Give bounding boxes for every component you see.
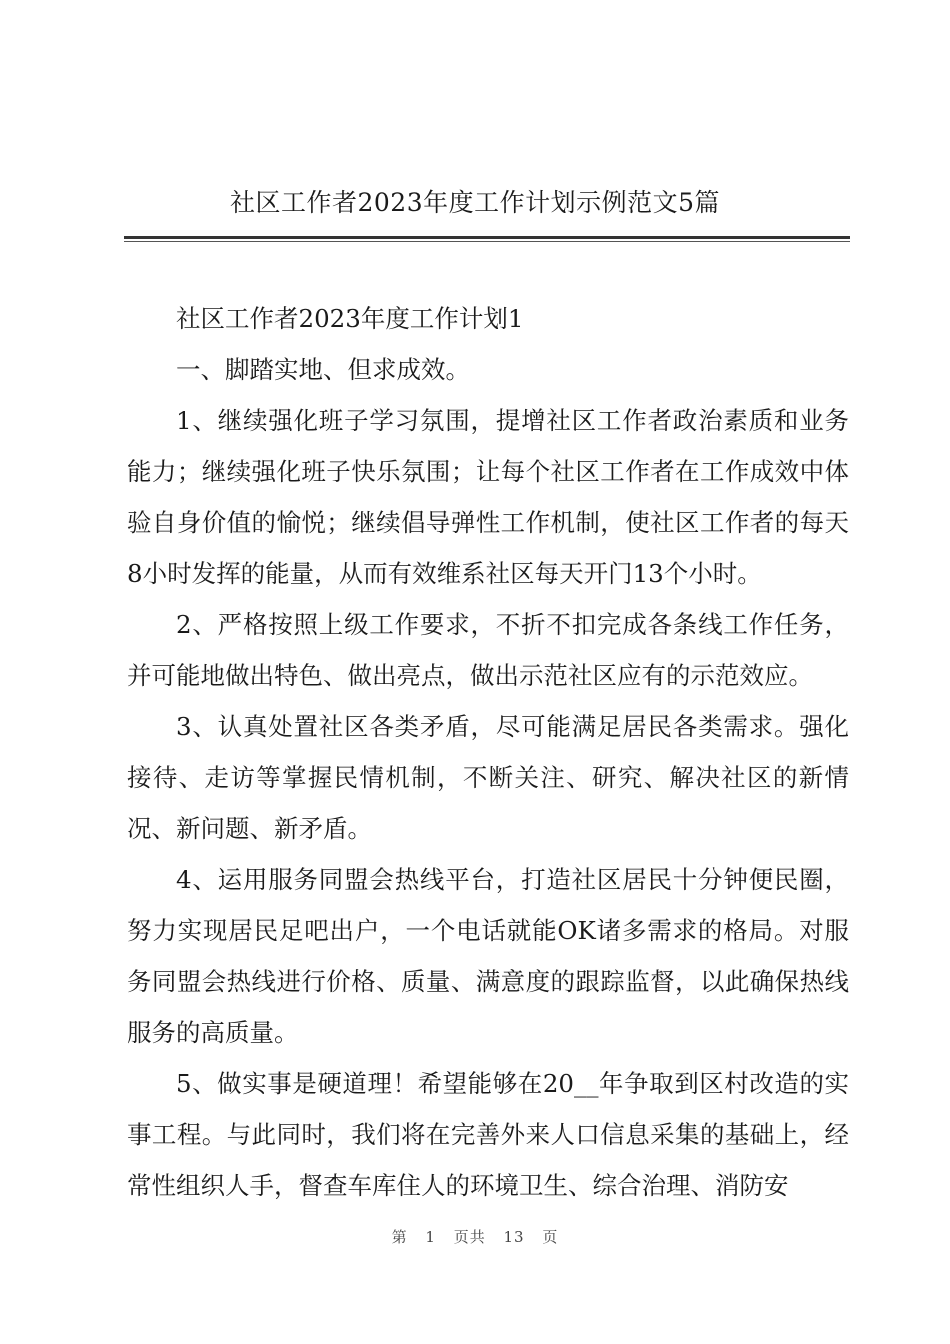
document-title: 社区工作者2023年度工作计划示例范文5篇 (229, 188, 721, 217)
document-body (127, 293, 849, 1211)
page-footer (0, 1226, 950, 1248)
footer-label-total: 页共 (453, 1228, 486, 1246)
paragraph: 2、严格按照上级工作要求，不折不扣完成各条线工作任务，并可能地做出特色、做出亮点，做出示范社区应有的示范效应。 (127, 610, 849, 690)
paragraph: 4、运用服务同盟会热线平台，打造社区居民十分钟便民圈，努力实现居民足吧出户，一个电话就能OK诸多需求的格局。对服务同盟会热线进行价格、质量、满意度的跟踪监督，以此确保热线服务的高质量。 (127, 865, 849, 1047)
title-divider-thin (124, 241, 850, 242)
paragraph: 3、认真处置社区各类矛盾，尽可能满足居民各类需求。强化接待、走访等掌握民情机制，不断关注、研究、解决社区的新情况、新问题、新矛盾。 (127, 712, 849, 843)
paragraph: 1、继续强化班子学习氛围，提增社区工作者政治素质和业务能力；继续强化班子快乐氛围；让每个社区工作者在工作成效中体验自身价值的愉悦；继续倡导弹性工作机制，使社区工作者的每天8小时发挥的能量，从而有效维系社区每天开门13个小时。 (127, 406, 849, 588)
footer-label-page: 第 (391, 1228, 408, 1246)
total-pages-number: 13 (503, 1228, 525, 1246)
title-divider (124, 236, 850, 239)
subsection-heading: 一、脚踏实地、但求成效。 (176, 355, 470, 384)
section-heading: 社区工作者2023年度工作计划1 (176, 304, 524, 333)
current-page-number: 1 (425, 1228, 436, 1246)
paragraph: 5、做实事是硬道理！希望能够在20__年争取到区村改造的实事工程。与此同时，我们将在完善外来人口信息采集的基础上，经常性组织人手，督查车库住人的环境卫生、综合治理、消防安 (127, 1069, 849, 1200)
footer-label-end: 页 (542, 1228, 559, 1246)
